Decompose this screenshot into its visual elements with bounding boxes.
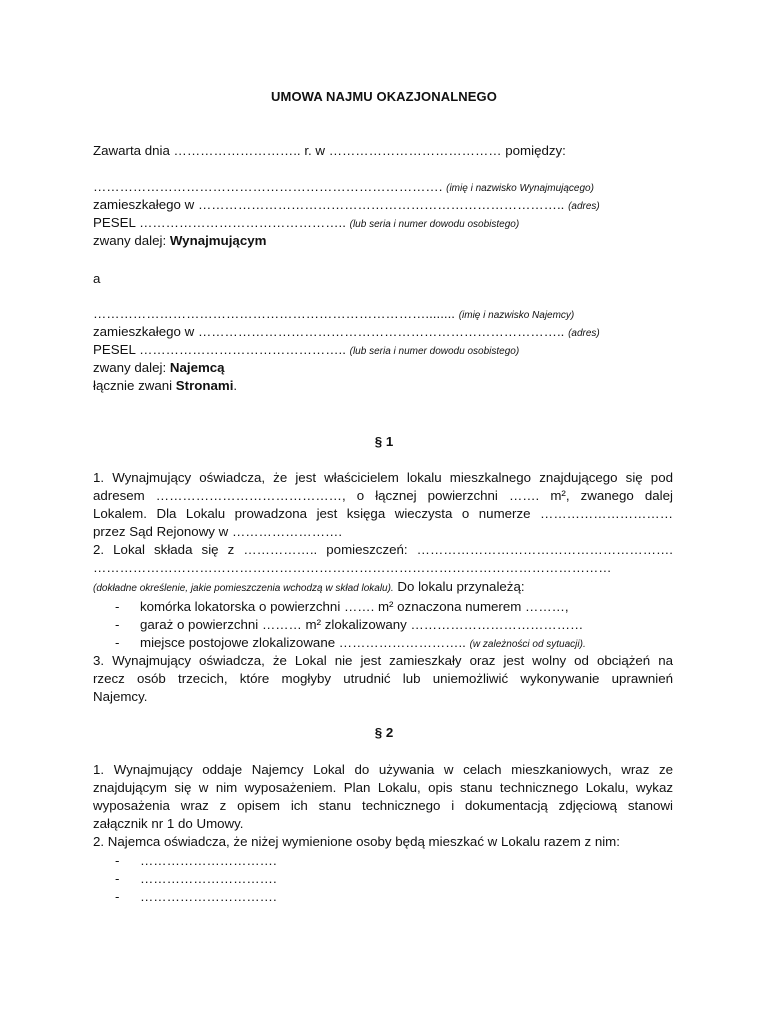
s2-line-1: 1. Wynajmujący oddaje Najemcy Lokal do używania w celach mieszkaniowych, wraz ze bbox=[93, 762, 673, 777]
s2-line-2: znajdującym się w nim wyposażeniem. Plan Lokalu, opis stanu technicznego Lokalu, wykaz bbox=[93, 780, 673, 795]
s1-line-8: 3. Wynajmujący oświadcza, że Lokal nie jest zamieszkały oraz jest wolny od obciążeń na bbox=[93, 653, 673, 668]
s2-person-1: - …………………………. bbox=[115, 853, 277, 868]
tenant-pesel-line: PESEL ……………………………………….. (lub seria i numer dowodu osobistego) bbox=[93, 342, 520, 357]
landlord-role-line: zwany dalej: Wynajmującym bbox=[93, 233, 267, 248]
s1-line-6: ……………………………………………………………………………………………………… bbox=[93, 560, 612, 575]
s1-line-1: 1. Wynajmujący oświadcza, że jest właścicielem lokalu mieszkalnego znajdującego się pod bbox=[93, 470, 673, 485]
s2-person-2: - …………………………. bbox=[115, 871, 277, 886]
s1-line-3: Lokalem. Dla Lokalu prowadzona jest księga wieczysta o numerze ………………………… bbox=[93, 506, 673, 521]
landlord-address-note: (adres) bbox=[568, 201, 600, 212]
s1-line-10: Najemcy. bbox=[93, 689, 148, 704]
section-2-heading: § 2 bbox=[374, 725, 394, 740]
s1-bullet-parking: - miejsce postojowe zlokalizowane ……………………….. (w zależności od sytuacji). bbox=[115, 635, 586, 650]
s1-line-2: adresem ……………………………………, o łącznej powierzchni ……. m², zwanego dalej bbox=[93, 488, 673, 503]
s2-line-4: załącznik nr 1 do Umowy. bbox=[93, 816, 244, 831]
s1-line-7: (dokładne określenie, jakie pomieszczenia wchodzą w skład lokalu). Do lokalu przynależą: bbox=[93, 579, 525, 594]
contract-date-line: Zawarta dnia ……………………….. r. w ………………………………… pomiędzy: bbox=[93, 143, 566, 158]
landlord-pesel-line: PESEL ……………………………………….. (lub seria i numer dowodu osobistego) bbox=[93, 215, 520, 230]
s1-bullet-storage: - komórka lokatorska o powierzchni ……. m² oznaczona numerem ………, bbox=[115, 599, 569, 614]
s1-line-5: 2. Lokal składa się z …………….. pomieszczeń: …………………………………………………. bbox=[93, 542, 673, 557]
s2-line-5: 2. Najemca oświadcza, że niżej wymienione osoby będą mieszkać w Lokalu razem z nim: bbox=[93, 834, 620, 849]
landlord-name-note: (imię i nazwisko Wynajmującego) bbox=[446, 183, 594, 194]
section-1-heading: § 1 bbox=[374, 434, 394, 449]
s2-line-3: wyposażenia wraz z opisem ich stanu technicznego i dokumentacją zdjęciową stanowi bbox=[93, 798, 673, 813]
landlord-name-line: ……………………………………………………………………. (imię i nazwisko Wynajmującego) bbox=[93, 179, 594, 194]
s1-line-4: przez Sąd Rejonowy w ……………………. bbox=[93, 524, 343, 539]
tenant-pesel-note: (lub seria i numer dowodu osobistego) bbox=[349, 346, 520, 357]
parking-note: (w zależności od sytuacji). bbox=[469, 639, 586, 650]
landlord-address-line: zamieszkałego w ……………………………………………………………………….. (adres) bbox=[93, 197, 600, 212]
tenant-name-line: …………………………………………………………………........ (imię i nazwisko Najemcy) bbox=[93, 306, 575, 321]
tenant-address-note: (adres) bbox=[568, 328, 600, 339]
tenant-role: Najemcą bbox=[169, 360, 225, 375]
tenant-role-line: zwany dalej: Najemcą bbox=[93, 360, 225, 375]
landlord-role: Wynajmującym bbox=[169, 233, 267, 248]
parties-term: Stronami bbox=[175, 378, 234, 393]
conjunction-a: a bbox=[93, 271, 101, 286]
s1-bullet-garage: - garaż o powierzchni ……… m² zlokalizowany ………………………………… bbox=[115, 617, 584, 632]
document-title: UMOWA NAJMU OKAZJONALNEGO bbox=[271, 89, 497, 104]
parties-line: łącznie zwani Stronami. bbox=[93, 378, 238, 393]
rooms-note: (dokładne określenie, jakie pomieszczenia wchodzą w skład lokalu). bbox=[93, 583, 394, 594]
s2-person-3: - …………………………. bbox=[115, 889, 277, 904]
tenant-address-line: zamieszkałego w ……………………………………………………………………….. (adres) bbox=[93, 324, 600, 339]
tenant-name-note: (imię i nazwisko Najemcy) bbox=[458, 310, 575, 321]
landlord-pesel-note: (lub seria i numer dowodu osobistego) bbox=[349, 219, 520, 230]
s1-line-9: rzecz osób trzecich, które mogłyby utrudnić lub uniemożliwić wykonywanie uprawnień bbox=[93, 671, 673, 686]
